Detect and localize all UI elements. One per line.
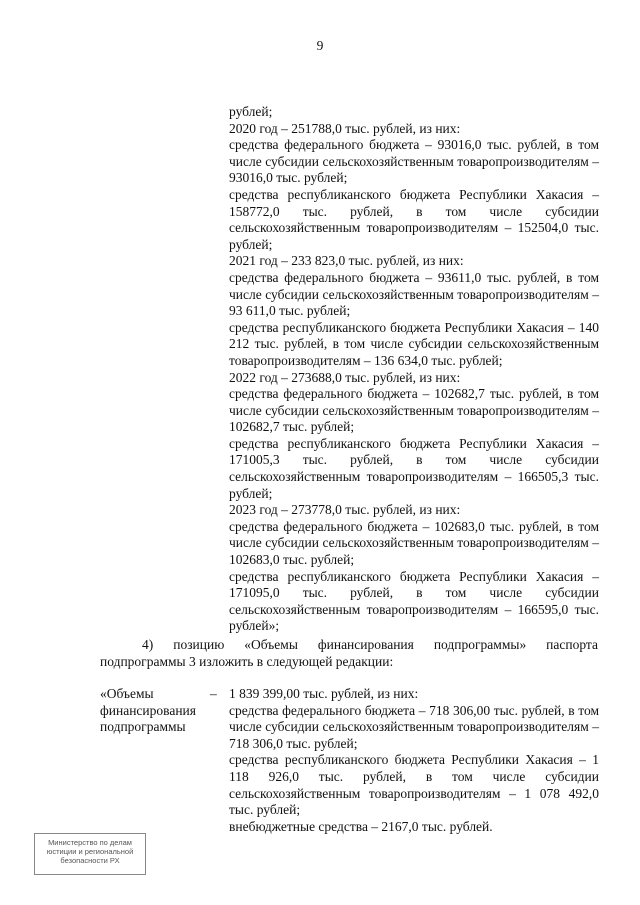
year-2020-line: 2020 год – 251788,0 тыс. рублей, из них: bbox=[229, 120, 461, 136]
funding-total: 1 839 399,00 тыс. рублей, из них: bbox=[229, 686, 419, 701]
funding-republic: средства республиканского бюджета Республики Хакасия – 1 118 926,0 тыс. рублей, в том числе субсидии сельскохозяйственным товаропроизводителям – 1 078 492,0 тыс. рублей; bbox=[229, 752, 599, 818]
federal-2022: средства федерального бюджета – 102682,7 тыс. рублей, в том числе субсидии сельскохозяйственным товаропроизводителям – 102682,7 тыс. рублей; bbox=[229, 386, 599, 435]
republic-2021: средства республиканского бюджета Республики Хакасия – 140 212 тыс. рублей, в том числе субсидии сельскохозяйственным товаропроизводителям – 136 634,0 тыс. рублей; bbox=[229, 319, 599, 368]
year-2022-line: 2022 год – 273688,0 тыс. рублей, из них: bbox=[229, 369, 461, 385]
funding-extra: внебюджетные средства – 2167,0 тыс. рублей. bbox=[229, 818, 493, 834]
funding-row-label: «Объемы финансирования подпрограммы bbox=[100, 686, 196, 735]
funding-row-dash: – bbox=[210, 686, 217, 701]
republic-2023: средства республиканского бюджета Республики Хакасия – 171095,0 тыс. рублей, в том числе субсидии сельскохозяйственным товаропроизводителям – 166595,0 тыс. рублей»; bbox=[229, 568, 599, 634]
page-number: 9 bbox=[316, 38, 324, 53]
funding-continuation bbox=[229, 104, 599, 635]
funding-row-content bbox=[229, 686, 599, 835]
registration-stamp: Министерство по делам юстиции и региональной безопасности РХ bbox=[34, 833, 146, 875]
republic-2022: средства республиканского бюджета Республики Хакасия – 171005,3 тыс. рублей, в том числе субсидии сельскохозяйственным товаропроизводителям – 166505,3 тыс. рублей; bbox=[229, 435, 599, 501]
republic-2020: средства республиканского бюджета Республики Хакасия – 158772,0 тыс. рублей, в том числе субсидии сельскохозяйственным товаропроизводителям – 152504,0 тыс. рублей; bbox=[229, 186, 599, 252]
federal-2021: средства федерального бюджета – 93611,0 тыс. рублей, в том числе субсидии сельскохозяйственным товаропроизводителям – 93 611,0 тыс. рублей; bbox=[229, 269, 599, 319]
federal-2020: средства федерального бюджета – 93016,0 тыс. рублей, в том числе субсидии сельскохозяйственным товаропроизводителям – 93016,0 тыс. рублей; bbox=[229, 137, 599, 186]
year-2023-line: 2023 год – 273778,0 тыс. рублей, из них: bbox=[229, 502, 461, 518]
item-4-paragraph bbox=[100, 637, 598, 670]
federal-2023: средства федерального бюджета – 102683,0 тыс. рублей, в том числе субсидии сельскохозяйственным товаропроизводителям – 102683,0 тыс. рублей; bbox=[229, 518, 599, 568]
funding-federal: средства федерального бюджета – 718 306,00 тыс. рублей, в том числе субсидии сельскохозяйственным товаропроизводителям – 718 306,0 тыс. рублей; bbox=[229, 702, 599, 751]
item-4-text: 4) позицию «Объемы финансирования подпрограммы» паспорта подпрограммы 3 изложить в следующей редакции: bbox=[100, 637, 598, 669]
text-line: рублей; bbox=[229, 104, 273, 119]
year-2021-line: 2021 год – 233 823,0 тыс. рублей, из них: bbox=[229, 253, 464, 269]
